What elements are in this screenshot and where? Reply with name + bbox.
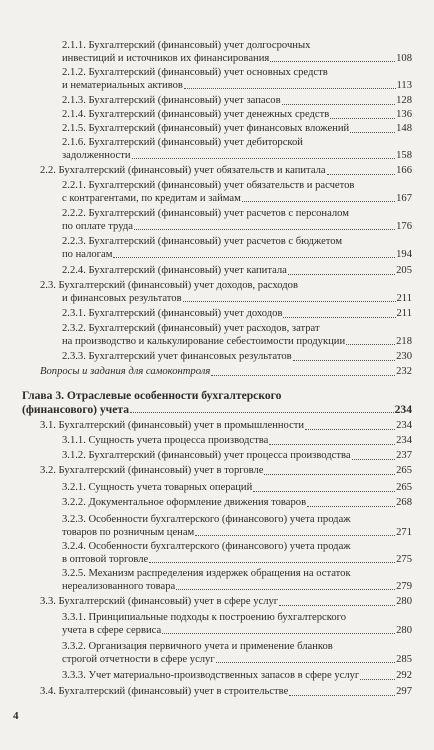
toc-entry <box>62 180 412 205</box>
toc-entry-title: 2.1.3. Бухгалтерский (финансовый) учет запасов <box>62 95 281 106</box>
toc-entry <box>62 137 412 162</box>
toc-entry-title: 3.2.4. Особенности бухгалтерского (финансового) учета продаж <box>62 541 351 552</box>
toc-entry-title: 3.3.2. Организация первичного учета и применение бланков <box>62 641 333 652</box>
toc-page-number: 265 <box>396 465 412 476</box>
toc-entry-title: 2.1.6. Бухгалтерский (финансовый) учет дебиторской <box>62 137 303 148</box>
toc-entry <box>62 568 412 593</box>
toc-entry-title: 3.2.3. Особенности бухгалтерского (финансового) учета продаж <box>62 514 351 525</box>
toc-page-number: 136 <box>396 109 412 120</box>
toc-page-number: 268 <box>396 497 412 508</box>
toc-page-number: 158 <box>396 149 412 161</box>
toc-entry <box>62 351 412 364</box>
toc-entry <box>62 450 412 463</box>
toc-entry <box>40 366 412 379</box>
toc-entry-title: 3.2. Бухгалтерский (финансовый) учет в торговле <box>40 465 264 476</box>
toc-chapter-title: Глава 3. Отраслевые особенности бухгалтерского <box>22 389 282 402</box>
toc-entry-title: 2.2.3. Бухгалтерский (финансовый) учет расчетов с бюджетом <box>62 236 343 247</box>
toc-entry-title: 3.3. Бухгалтерский (финансовый) учет в сфере услуг <box>40 596 279 607</box>
toc-entry <box>62 40 412 65</box>
toc-entry-title: 2.2.1. Бухгалтерский (финансовый) учет обязательств и расчетов <box>62 180 355 191</box>
toc-page-number: 234 <box>394 402 412 416</box>
toc-entry-title: 2.3.3. Бухгалтерский учет финансовых результатов <box>62 351 292 362</box>
toc-entry <box>40 420 412 433</box>
toc-entry-title: товаров по розничным ценам <box>62 526 195 538</box>
toc-entry <box>62 308 412 321</box>
toc-page-number: 279 <box>396 580 412 592</box>
toc-page-number: 297 <box>396 686 412 697</box>
toc-entry-title: нереализованного товара <box>62 580 176 592</box>
toc-entry-title: и финансовых результатов <box>62 292 182 304</box>
toc-page-number: 280 <box>396 624 412 636</box>
toc-entry <box>62 541 412 566</box>
toc-page-number: 148 <box>396 123 412 134</box>
toc-entry <box>62 208 412 233</box>
toc-page-number: 271 <box>396 526 412 538</box>
toc-entry <box>62 435 412 448</box>
toc-entry <box>62 612 412 637</box>
toc-entry <box>40 165 412 178</box>
toc-entry-title: 3.3.1. Принципиальные подходы к построению бухгалтерского <box>62 612 347 623</box>
toc-entry-title: 3.1.2. Бухгалтерский (финансовый) учет процесса производства <box>62 450 351 461</box>
toc-page-number: 285 <box>396 653 412 665</box>
toc-page-number: 280 <box>396 596 412 607</box>
toc-entry-title: и нематериальных активов <box>62 79 183 91</box>
toc-entry-title: строгой отчетности в сфере услуг <box>62 653 215 665</box>
toc-page-number: 234 <box>396 420 412 431</box>
toc-entry-title: инвестиций и источников их финансирования <box>62 52 270 64</box>
toc-entry <box>62 109 412 122</box>
toc-entry-title: задолженности <box>62 149 131 161</box>
toc-entry-title: 2.2.2. Бухгалтерский (финансовый) учет расчетов с персоналом <box>62 208 349 219</box>
toc-entry-title: 3.3.3. Учет материально-производственных запасов в сфере услуг <box>62 670 360 681</box>
toc-page-number: 176 <box>396 220 412 232</box>
toc-page-number: 232 <box>396 366 412 377</box>
toc-entry-title: по оплате труда <box>62 220 133 232</box>
toc-page-number: 211 <box>396 308 412 319</box>
page-number: 4 <box>13 710 19 722</box>
toc-page-number: 275 <box>396 553 412 565</box>
toc-entry <box>62 323 412 348</box>
toc-entry-title: в оптовой торговле <box>62 553 149 565</box>
toc-entry-title: 2.1.2. Бухгалтерский (финансовый) учет основных средств <box>62 67 328 78</box>
toc-page-number: 205 <box>396 265 412 276</box>
toc-page-number: 237 <box>396 450 412 461</box>
toc-entry-title: 3.2.5. Механизм распределения издержек обращения на остаток <box>62 568 351 579</box>
toc-page-number: 167 <box>396 192 412 204</box>
toc-entry <box>62 123 412 136</box>
toc-entry-title: 3.2.2. Документальное оформление движения товаров <box>62 497 307 508</box>
toc-page-number: 265 <box>396 482 412 493</box>
toc-entry-title: 2.3.2. Бухгалтерский (финансовый) учет расходов, затрат <box>62 323 320 334</box>
toc-entry-title: 2.1.5. Бухгалтерский (финансовый) учет финансовых вложений <box>62 123 350 134</box>
toc-entry-title: 2.2.4. Бухгалтерский (финансовый) учет капитала <box>62 265 287 276</box>
toc-page-number: 113 <box>396 79 412 91</box>
toc-entry <box>62 67 412 92</box>
toc-entry <box>62 670 412 683</box>
toc-entry <box>62 265 412 278</box>
toc-entry <box>40 280 412 305</box>
toc-entry <box>62 236 412 261</box>
toc-entry-title: 2.1.4. Бухгалтерский (финансовый) учет денежных средств <box>62 109 330 120</box>
toc-entry-title: 3.1. Бухгалтерский (финансовый) учет в промышленности <box>40 420 305 431</box>
toc-entry-title: Вопросы и задания для самоконтроля <box>40 366 211 377</box>
toc-page-number: 211 <box>396 292 412 304</box>
toc-entry <box>40 686 412 699</box>
toc-chapter-title: (финансового) учета <box>22 402 129 416</box>
toc-page-number: 292 <box>396 670 412 681</box>
toc-entry-title: 3.2.1. Сущность учета товарных операций <box>62 482 253 493</box>
toc-entry-title: 2.3. Бухгалтерский (финансовый) учет доходов, расходов <box>40 280 298 291</box>
toc-chapter <box>22 389 412 416</box>
toc-entry-title: 3.1.1. Сущность учета процесса производства <box>62 435 269 446</box>
toc-entry-title: по налогам <box>62 248 113 260</box>
toc-entry-title: 2.1.1. Бухгалтерский (финансовый) учет долгосрочных <box>62 40 311 51</box>
toc-entry-title: на производство и калькулирование себестоимости продукции <box>62 335 346 347</box>
toc-page-number: 128 <box>396 95 412 106</box>
toc-page-number: 218 <box>396 335 412 347</box>
toc-entry-title: 2.3.1. Бухгалтерский (финансовый) учет доходов <box>62 308 283 319</box>
toc-page-number: 194 <box>396 248 412 260</box>
toc-entry-title: учета в сфере сервиса <box>62 624 162 636</box>
toc-page-number: 108 <box>396 52 412 64</box>
toc-page-number: 230 <box>396 351 412 362</box>
toc-entry-title: 3.4. Бухгалтерский (финансовый) учет в строительстве <box>40 686 289 697</box>
toc-entry <box>62 641 412 666</box>
toc-entry <box>62 497 412 510</box>
toc-entry <box>40 596 412 609</box>
toc-entry <box>40 465 412 478</box>
toc-entry-title: с контрагентами, по кредитам и займам <box>62 192 241 204</box>
toc-entry <box>62 95 412 108</box>
toc-entry <box>62 514 412 539</box>
toc-entry <box>62 482 412 495</box>
toc-entry-title: 2.2. Бухгалтерский (финансовый) учет обязательств и капитала <box>40 165 326 176</box>
toc-page-number: 234 <box>396 435 412 446</box>
toc-page-number: 166 <box>396 165 412 176</box>
